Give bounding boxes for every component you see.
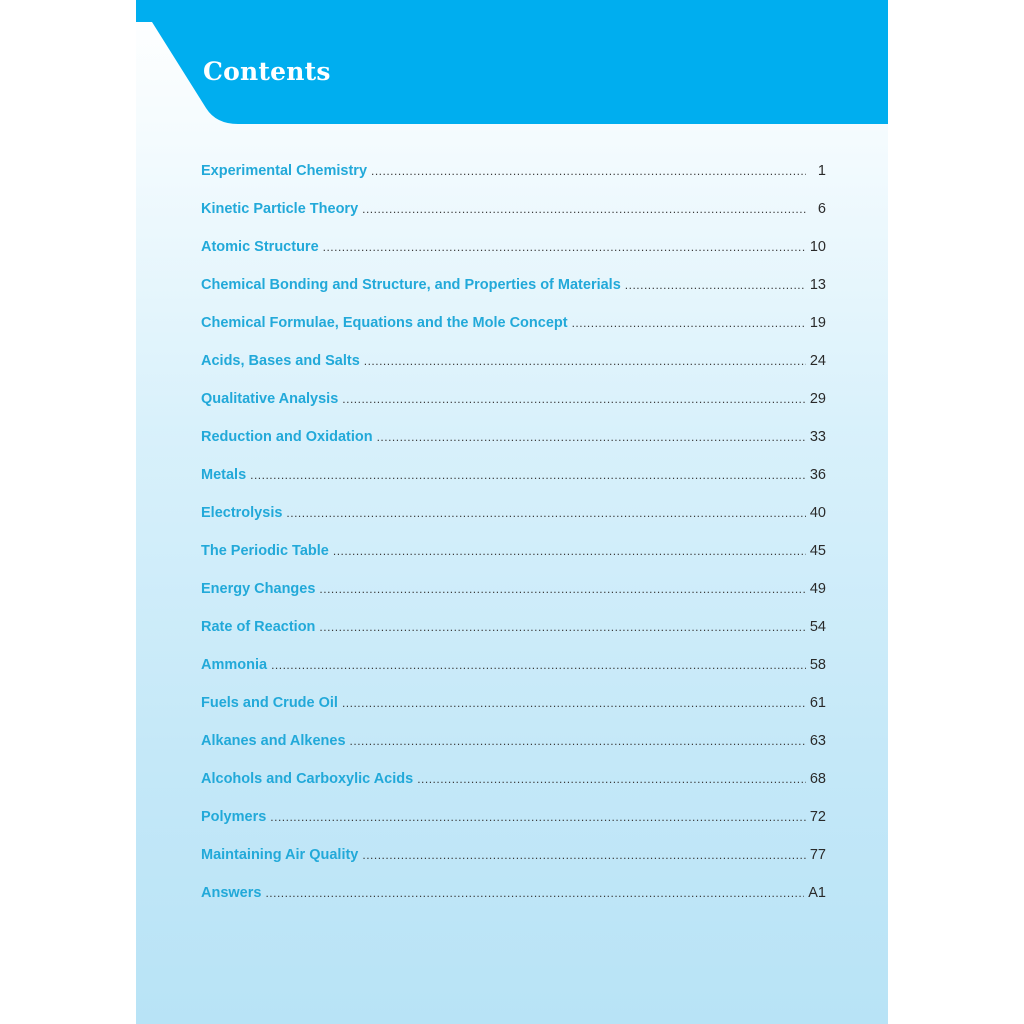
dot-leader	[342, 387, 806, 411]
toc-entry[interactable]	[201, 425, 826, 463]
toc-entry-page: 45	[809, 543, 826, 559]
dot-leader	[333, 539, 806, 563]
dot-leader	[362, 843, 805, 867]
toc-entry-page: 19	[809, 315, 826, 331]
toc-entry[interactable]	[201, 653, 826, 691]
table-of-contents	[201, 159, 826, 919]
toc-entry-page: 13	[809, 277, 826, 293]
toc-entry[interactable]	[201, 843, 826, 881]
toc-entry-label: Polymers	[201, 809, 267, 825]
dot-leader	[271, 653, 806, 677]
dot-leader	[286, 501, 805, 525]
toc-entry-label: Rate of Reaction	[201, 619, 316, 635]
dot-leader	[625, 273, 806, 297]
dot-leader	[265, 881, 804, 905]
toc-entry[interactable]	[201, 311, 826, 349]
toc-entry[interactable]	[201, 501, 826, 539]
document-page	[136, 0, 888, 1024]
toc-entry-label: Experimental Chemistry	[201, 163, 368, 179]
toc-entry-page: 40	[809, 505, 826, 521]
toc-entry[interactable]	[201, 577, 826, 615]
toc-entry-page: 1	[817, 163, 826, 179]
toc-entry-label: Acids, Bases and Salts	[201, 353, 360, 369]
toc-entry-page: 49	[809, 581, 826, 597]
toc-entry-page: 58	[809, 657, 826, 673]
dot-leader	[323, 235, 806, 259]
toc-entry-label: Answers	[201, 885, 262, 901]
dot-leader	[342, 691, 806, 715]
dot-leader	[350, 729, 806, 753]
toc-entry[interactable]	[201, 463, 826, 501]
toc-entry-label: Fuels and Crude Oil	[201, 695, 338, 711]
toc-entry[interactable]	[201, 767, 826, 805]
toc-entry[interactable]	[201, 691, 826, 729]
dot-leader	[572, 311, 806, 335]
page-title: Contents	[203, 57, 331, 86]
toc-entry[interactable]	[201, 539, 826, 577]
toc-entry-label: Metals	[201, 467, 247, 483]
toc-entry-label: Ammonia	[201, 657, 268, 673]
toc-entry-label: Kinetic Particle Theory	[201, 201, 359, 217]
dot-leader	[362, 197, 806, 221]
toc-entry-page: 10	[809, 239, 826, 255]
dot-leader	[270, 805, 806, 829]
dot-leader	[417, 767, 806, 791]
toc-entry-page: 6	[817, 201, 826, 217]
toc-entry[interactable]	[201, 159, 826, 197]
toc-entry-label: Atomic Structure	[201, 239, 319, 255]
toc-entry-label: Reduction and Oxidation	[201, 429, 373, 445]
toc-entry-label: Chemical Bonding and Structure, and Properties of Materials	[201, 277, 621, 293]
toc-entry-page: 68	[809, 771, 826, 787]
toc-entry-label: Maintaining Air Quality	[201, 847, 359, 863]
toc-entry[interactable]	[201, 273, 826, 311]
toc-entry-page: 29	[809, 391, 826, 407]
toc-entry[interactable]	[201, 881, 826, 919]
toc-entry-page: 33	[809, 429, 826, 445]
toc-entry[interactable]	[201, 729, 826, 767]
toc-entry-page: 54	[809, 619, 826, 635]
toc-entry-label: Chemical Formulae, Equations and the Mole Concept	[201, 315, 568, 331]
toc-entry-label: Qualitative Analysis	[201, 391, 339, 407]
dot-leader	[319, 577, 805, 601]
toc-entry-label: Alcohols and Carboxylic Acids	[201, 771, 414, 787]
toc-entry-page: 36	[809, 467, 826, 483]
toc-entry[interactable]	[201, 235, 826, 273]
dot-leader	[364, 349, 806, 373]
toc-entry[interactable]	[201, 197, 826, 235]
dot-leader	[377, 425, 806, 449]
toc-entry-label: Energy Changes	[201, 581, 316, 597]
toc-entry-page: 61	[809, 695, 826, 711]
toc-entry-label: Electrolysis	[201, 505, 283, 521]
toc-entry-page: 63	[809, 733, 826, 749]
toc-entry-label: Alkanes and Alkenes	[201, 733, 346, 749]
dot-leader	[319, 615, 805, 639]
dot-leader	[371, 159, 806, 183]
toc-entry[interactable]	[201, 805, 826, 843]
toc-entry-label: The Periodic Table	[201, 543, 329, 559]
toc-entry[interactable]	[201, 615, 826, 653]
toc-entry[interactable]	[201, 349, 826, 387]
toc-entry-page: 77	[809, 847, 826, 863]
dot-leader	[250, 463, 806, 487]
toc-entry[interactable]	[201, 387, 826, 425]
toc-entry-page: 72	[809, 809, 826, 825]
toc-entry-page: 24	[809, 353, 826, 369]
toc-entry-page: A1	[808, 885, 826, 901]
